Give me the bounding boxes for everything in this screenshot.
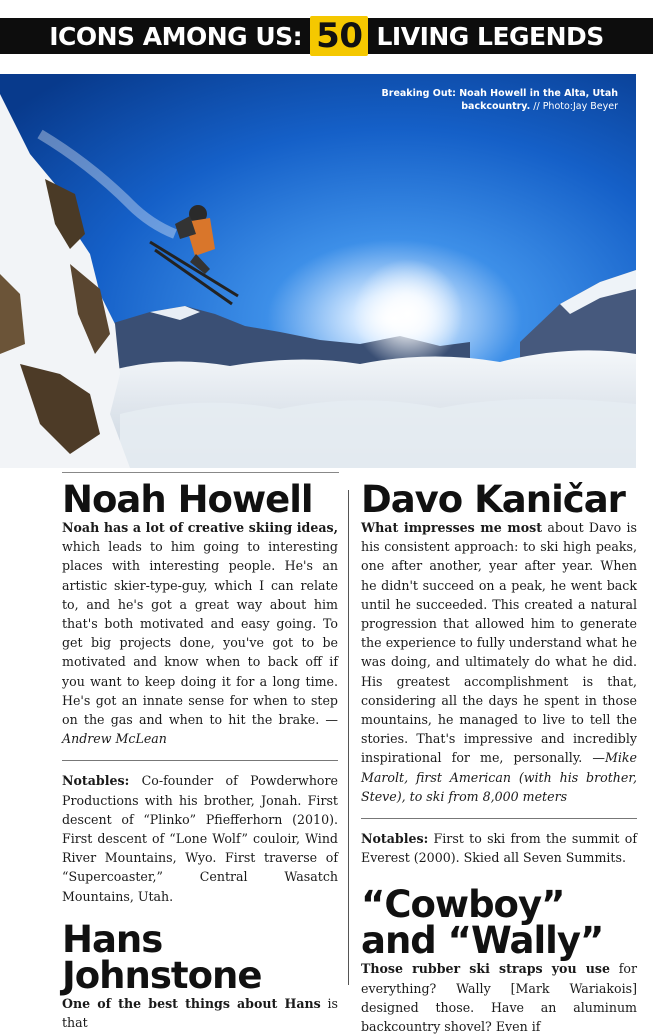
profile-body-noah xyxy=(62,518,338,748)
section-banner xyxy=(0,18,653,54)
banner-number: 50 xyxy=(310,16,368,56)
photo-caption xyxy=(318,87,618,113)
caption-credit: // Photo:Jay Beyer xyxy=(530,101,618,112)
profile-name-noah: Noah Howell xyxy=(62,478,313,521)
profile-name-hans xyxy=(62,917,338,997)
lead-text: Those rubber ski straps you use xyxy=(361,961,610,977)
lead-text: What impresses me most xyxy=(361,520,543,535)
profile-name-davo: Davo Kaničar xyxy=(361,478,625,521)
caption-title: Breaking Out: Noah Howell in the Alta, Utah backcountry. xyxy=(381,88,618,112)
attribution: —Mike Marolt, first American (with his brother, Steve), to ski from 8,000 meters xyxy=(361,750,637,804)
lead-text: One of the best things about Hans xyxy=(62,995,321,1011)
separator xyxy=(62,760,338,761)
left-column xyxy=(62,478,338,1032)
notables-label: Notables: xyxy=(361,831,429,847)
lead-text: Noah has a lot of creative skiing ideas, xyxy=(62,520,338,535)
name-line: Hans xyxy=(62,917,163,961)
separator xyxy=(361,818,637,819)
body-text: which leads to him going to interesting places with interesting people. He's an artistic skier-type-guy, which I can relate to, and he's got a great way about him that's both motivated and easy going. To get big projects done, you've got to be motivated and know when to back off if you want to keep doing it for a long time. He's got an innate sense for when to step on the gas and when to hit the brake. xyxy=(62,539,338,728)
right-column xyxy=(361,478,637,1036)
profile-body-davo xyxy=(361,518,637,806)
notables-text: First to ski from the summit of Everest (2000). Skied all Seven Summits. xyxy=(361,831,637,866)
profile-name-cowboy-wally xyxy=(361,883,637,963)
name-line: and “Wally” xyxy=(361,919,604,963)
name-line: “Cowboy” xyxy=(361,883,565,927)
top-rule xyxy=(62,472,339,473)
notables-label: Notables: xyxy=(62,773,130,789)
body-text: about Davo is his consistent approach: to ski high peaks, one after another, year after year. When he didn't succeed on a peak, he went back until he succeeded. This created a natural progression that allowed him to generate the experience to fully understand what he was doing, and ultimately do what he did. His greatest accomplishment is that, considering all the days he spent in those mountains, he managed to live to tell the stories. That's impressive and incredibly inspirational for me, personally. xyxy=(361,520,637,766)
notables-davo xyxy=(361,829,637,867)
banner-suffix: LIVING LEGENDS xyxy=(376,21,604,51)
notables-noah xyxy=(62,771,338,905)
hero-photo xyxy=(0,74,636,468)
profile-body-cowboy-wally xyxy=(361,959,637,1036)
name-line: Johnstone xyxy=(62,953,262,997)
profile-body-hans xyxy=(62,994,338,1032)
notables-text: Co-founder of Powderwhore Productions with his brother, Jonah. First descent of “Plinko” Pfiefferhorn (2010). First descent of “Lone Wolf” couloir, Wind River Mountains, Wyo. First traverse of “Supercoaster,” Central Wasatch Mountains, Utah. xyxy=(62,773,338,904)
body-text: for everything? Wally [Mark Wariakois] designed those. Have an aluminum backcountry shovel? Even if xyxy=(361,961,637,1035)
banner-prefix: ICONS AMONG US: xyxy=(49,21,303,51)
column-divider xyxy=(348,490,349,985)
body-text: is that xyxy=(62,995,338,1031)
attribution: —Andrew McLean xyxy=(62,712,338,747)
ski-photo-illustration xyxy=(0,74,636,468)
